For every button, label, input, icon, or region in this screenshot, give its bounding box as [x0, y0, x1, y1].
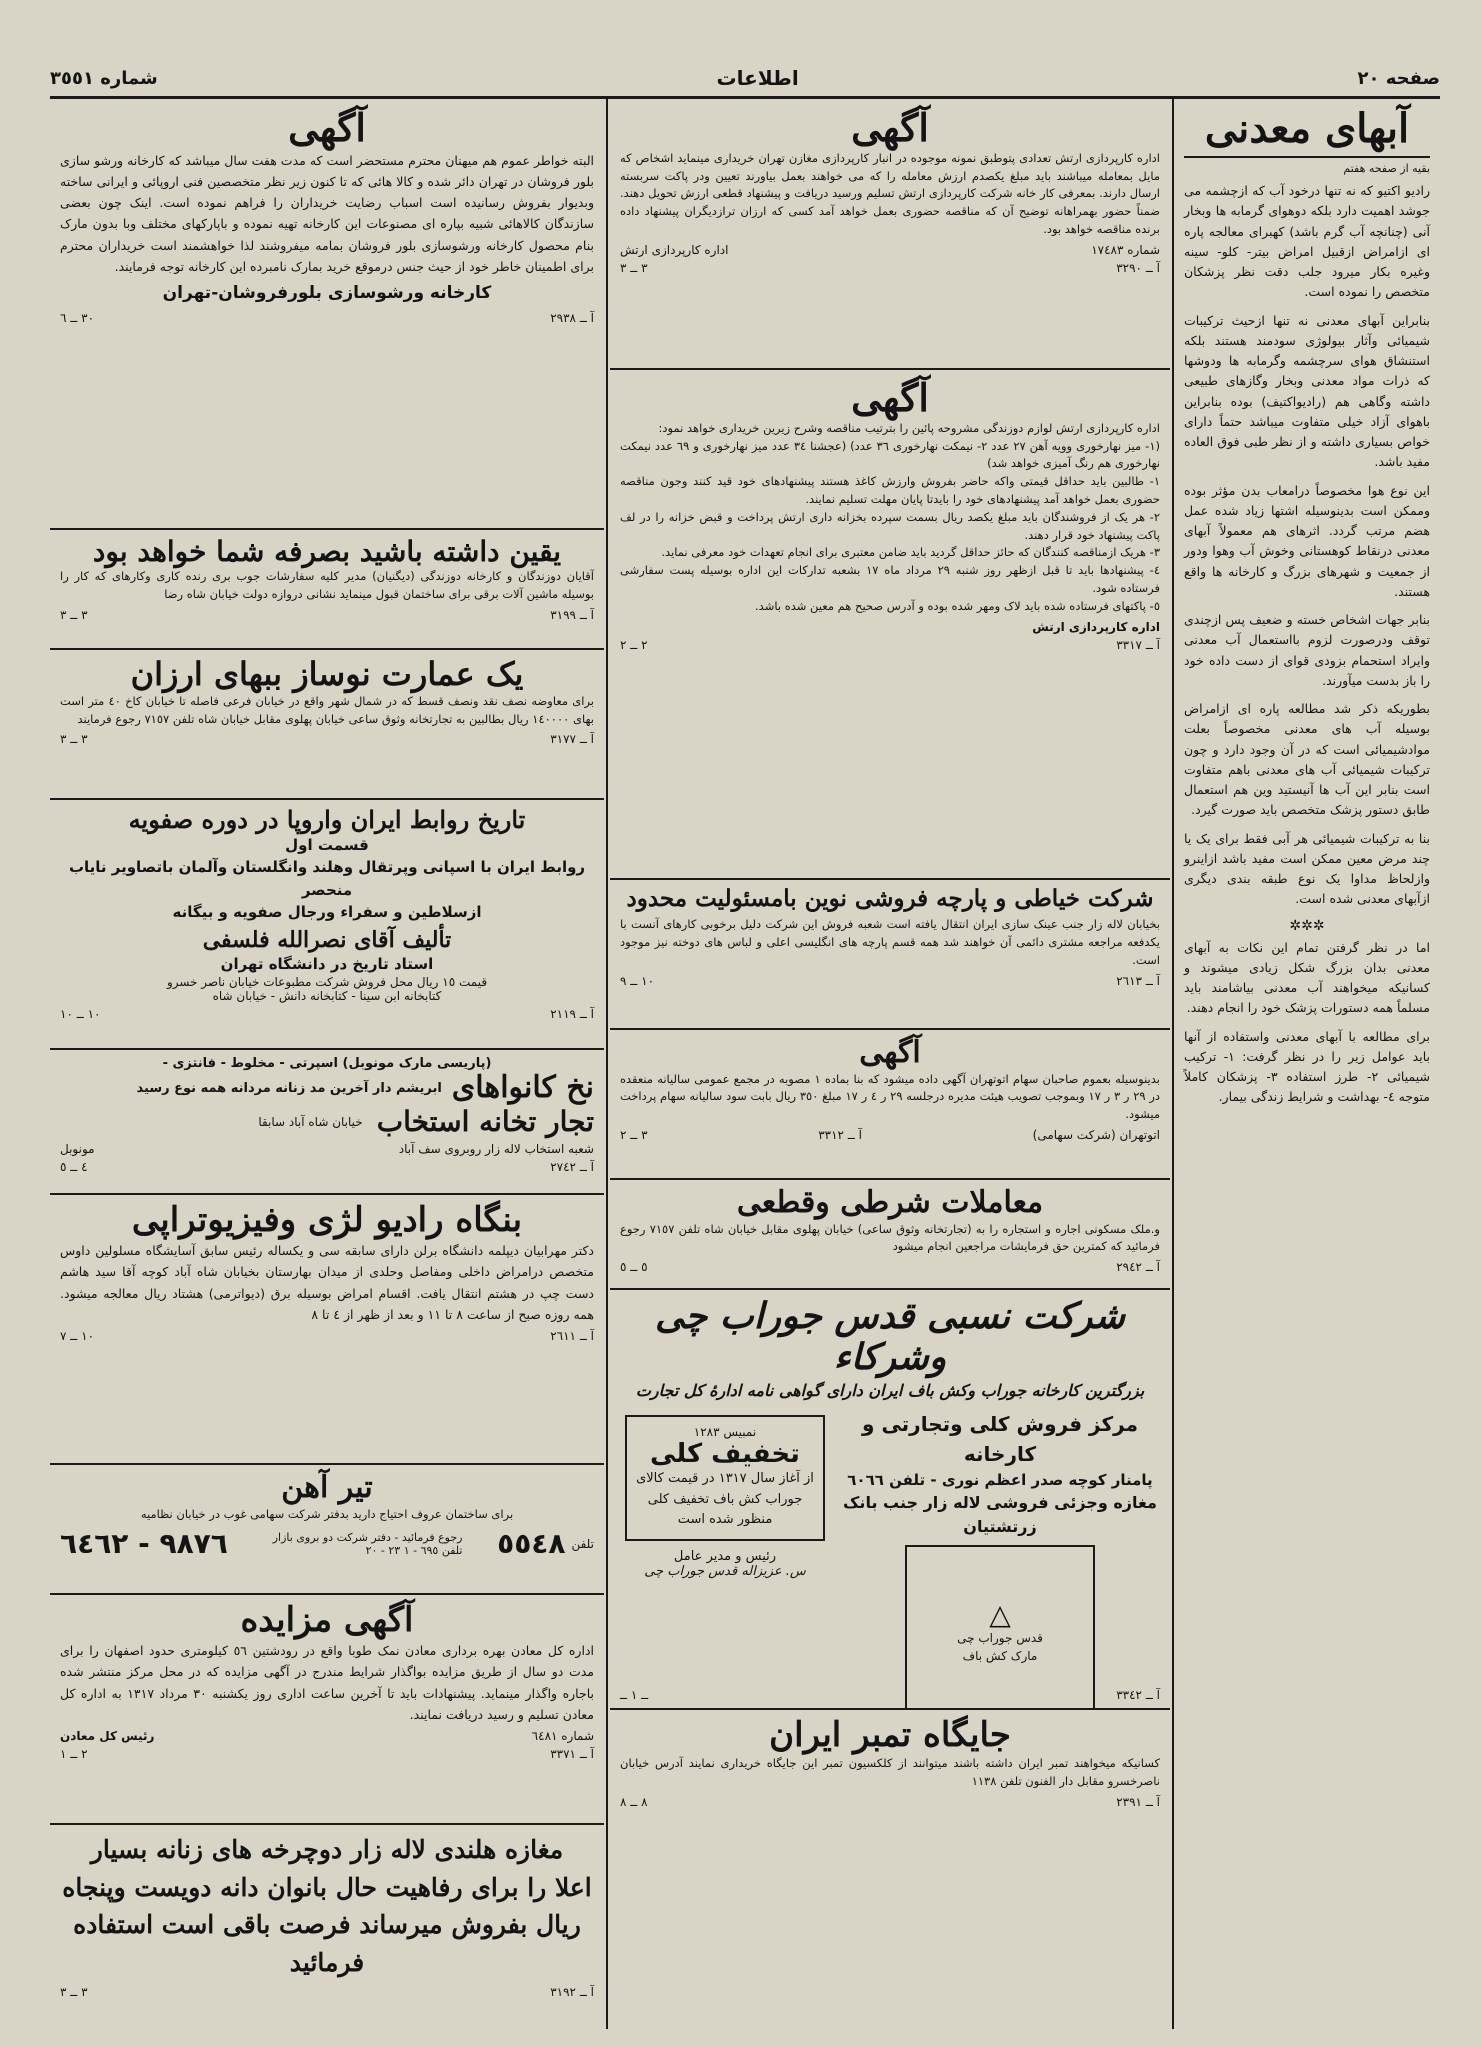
- mineral-waters-article: [1176, 100, 1438, 1122]
- ad-text: آقایان دوزندگان و کارخانه دوزندگی (دیگنیان) مدیر کلیه سفارشات جوب بری رنده کاری وکارهای که کار را بوسیله ماشین آلات برقی برای ساختمان قبول مینماید نشانی دروازه دولت خیابان شاه رضا: [60, 569, 594, 601]
- tailoring-company-ad: [610, 880, 1170, 1030]
- ad-run: ٢ ــ ٢: [620, 637, 648, 652]
- quds-sock-company-ad: [610, 1290, 1170, 1710]
- ad-code: آ ــ ٢٧٤٢: [550, 1159, 594, 1174]
- ad-text: و.ملک مسکونی اجاره و استجاره را به (تجارتخانه وثوق ساعی) خیابان پهلوی مقابل خیابان شاه تلفن ٧١٥٧ رجوع فرمائید که کمترین حق فرمایشات مراجعین انجام میشود: [620, 1221, 1160, 1254]
- shop-address: خیابان شاه آباد سابقا: [258, 1114, 363, 1129]
- section-ornament: ✲✲✲: [1289, 917, 1325, 934]
- stamp-shop-ad: [610, 1710, 1170, 1820]
- ad-title: معاملات شرطی وقطعی: [736, 1185, 1044, 1220]
- ad-code: آ ــ ٣٣١٧: [1116, 637, 1160, 652]
- ad-text: برای معاوضه نصف نقد ونصف قسط که در شمال شهر واقع در خیابان فرعی فاصله تا خیابان کاخ ٤٠ متر است بهای ١٤٠٠٠٠ ریال بطالبین به تجارتخانه وثوق ساعی خیابان پهلوی مقابل خیابان شاه تلفن ٧١٥٧ رجوع فرمایند: [60, 693, 594, 726]
- discount-box: [625, 1415, 825, 1541]
- ad-run: ٣ ــ ٣: [60, 1985, 88, 1999]
- ad-code: آ ــ ٢٦١٣: [1116, 973, 1160, 988]
- ad-run: ٣ ــ ٣: [620, 260, 648, 275]
- signature-name: س. عزیزاله قدس جوراب چی: [644, 1564, 806, 1580]
- phone-numbers: ٩٨٧٦ - ٦٤٦٢: [60, 1527, 228, 1561]
- ad-title: آگهی: [288, 105, 366, 150]
- ad-item: ١- طالبین باید حداقل قیمتی واکه حاضر بفروش وارزش کاغذ هستند پیشنهادهای خود قید کنند وجون مناقصه حضوری بعمل خواهد آمد پیشنهادهای خود را بایدتا پایان مهلت تسلیم نمایند.: [620, 474, 1160, 506]
- ad-code: آ ــ ٣٣١٢: [818, 1127, 862, 1142]
- ad-text: برای ساختمان عروف احتیاج دارید بدفتر شرکت سهامی غوب در خیابان نظامیه: [140, 1506, 514, 1521]
- middle-column: [610, 100, 1170, 2030]
- ad-code: آ ــ ٣٣٧١: [550, 1747, 594, 1762]
- ad-title: تاریخ روابط ایران واروپا در دوره صفویه: [128, 805, 526, 834]
- ad-intro: اداره کارپردازی ارتش لوازم دوزندگی مشروحه پائین را بترتیب مناقصه وشرح زیرین خریداری خواهد نمود:: [658, 420, 1160, 435]
- article-paragraph: بطوریکه ذکر شد مطالعه پاره ای ازامراض بوسیله آب های معدنی مخصوصاً بعلت موادشیمیائی است که در آن وجود دارد و چون ترکیبات شیمیائی آب های معدنی باهم متفاوت است بنابر این آب ها آنیستید وین هم استعمال طابق دستور پزشک متخصص باید صورت گیرد.: [1184, 701, 1430, 818]
- ad-line: مغازه وجزئی فروشی لاله زار جنب بانک زرتشتیان: [843, 1493, 1157, 1537]
- article-paragraph: اما در نظر گرفتن تمام این نکات به آبهای معدنی بدان بزرگ شکل زیادی میشوند و کسانیکه میخواهند آب معدنی بیاشامند باید مسلماً همه دستورات پزشک خود را انجام دهند.: [1184, 939, 1430, 1016]
- carpentry-ad: [50, 530, 604, 650]
- ad-ref: شماره ١٧٤٨٣: [1091, 242, 1160, 257]
- ad-title: آگهی مزایده: [240, 1600, 414, 1640]
- auction-ad: [50, 1595, 604, 1825]
- ad-run: ١٠ ــ ٧: [60, 1329, 95, 1344]
- ad-line: مرکز فروش کلی وتجارتی و کارخانه: [862, 1411, 1138, 1466]
- ad-title: یک عمارت نوساز ببهای ارزان: [130, 655, 524, 693]
- ad-org: اداره کارپردازی ارتش: [1032, 619, 1160, 634]
- book-stores: کتابخانه ابن سینا - کتابخانه دانش - خیابان شاه: [212, 989, 442, 1004]
- ad-run: ٢ ــ ١: [60, 1747, 88, 1762]
- column-divider-2: [606, 99, 608, 2029]
- ad-line: پامنار کوچه صدر اعظم نوری - تلفن ٦٠٦٦: [847, 1470, 1153, 1489]
- ad-text: بدینوسیله بعموم صاحبان سهام اتوتهران آگهی داده میشود که بنا بماده ١ مصوبه در مجمع عمومی سالیانه منعقده در ٢٩ ر ٣ ر ١٧ وبموجب تصویب هیئت مدیره درجلسه ٢٩ ر ٤ ر ١٧ مبلغ ٣٥٠ ریال بابت سود سالیانه سهام پرداخت میشود.: [620, 1071, 1160, 1122]
- ad-tag: (پاریسی مارک مونوبل) اسپرتی - مخلوط - فانتزی -: [162, 1056, 492, 1071]
- ad-text: بخیابان لاله زار جنب عینک سازی ایران انتقال یافته است شعبه فروش این شرکت دلیل برخوبی کارهای آنست با یکدفعه مراجعه مشتری دائمی آن خواهند شد همه قسم پارچه های انگلیسی اعلی و لباس های دوخته نیز موجود است.: [620, 917, 1160, 968]
- article-paragraph: بنا به ترکیبات شیمیائی هر آبی فقط برای یک یا چند مرض معین ممکن است مفید باشد ازاینرو وازلحاظ مداوا یک نوع طبقه بندی دیگری ازآبهای معدنی شده است.: [1184, 830, 1430, 907]
- ad-code: آ ــ ٢٩٣٨: [550, 310, 594, 325]
- ad-signature: رئیس کل معادن: [60, 1729, 155, 1744]
- auto-tehran-ad: [610, 1030, 1170, 1180]
- ad-code: آ ــ ٢٦١١: [550, 1329, 594, 1344]
- conditional-trade-ad: [610, 1180, 1170, 1290]
- book-part: قسمت اول: [285, 835, 369, 854]
- book-price: قیمت ١٥ ریال محل فروش شرکت مطبوعات خیابان ناصر خسرو: [166, 975, 488, 990]
- history-book-ad: [50, 800, 604, 1050]
- ad-title: تیر آهن: [281, 1470, 373, 1505]
- shop-branch: شعبه استخاب لاله زار روبروی سف آباد: [398, 1141, 594, 1156]
- iron-beam-ad: [50, 1465, 604, 1595]
- radiology-clinic-ad: [50, 1195, 604, 1465]
- ad-org: اتوتهران (شرکت سهامی): [1032, 1127, 1160, 1142]
- ad-run: ١٠ ــ ٩: [620, 973, 655, 988]
- right-column: [1176, 100, 1438, 2030]
- ad-item: (١- میز نهارخوری وویه آهن ٢٧ عدد ٢- نیمکت نهارخوری ٣٦ عدد) (عجشنا ٣٤ عدد میز نهارخوری و ٦٩ عدد نیمکت نهارخوری هم رنگ آمیزی خواهد شد): [620, 438, 1160, 471]
- brand-name: مونوبل: [60, 1141, 95, 1156]
- signature-label: رئیس و مدیر عامل: [673, 1549, 777, 1565]
- ad-run: ٣٠ ــ ٦: [60, 310, 95, 325]
- shop-name: تجار تخانه استخاب: [376, 1104, 594, 1138]
- company-seal: △ قدس جوراب چی مارک کش باف: [905, 1545, 1095, 1710]
- book-author: تألیف آقای نصرالله فلسفی: [202, 926, 452, 953]
- ad-text: اداره کل معادن بهره برداری معادن نمک طوبا واقع در رودشتین ٥٦ کیلومتری حدود اصفهان را برای مدت دو سال از طریق مزایده بواگذار شرایط مندرج در آگهی مزایده که در محل مرکز منتشر شده باجاره واگذار مینماید. پیشنهادات باید تا آخرین ساعت اداری روز یکشنبه ٣٠ مرداد ١٣١٧ به اداره کل معادن تسلیم و رسید دریافت نمایند.: [60, 1643, 594, 1722]
- ad-text: اداره کارپردازی ارتش تعدادی پتوطبق نمونه موجوده در انبار کارپردازی مغازن تهران خریداری مینماید اشخاص که مایل بمعامله میباشند باید مبلغ یکصدم ارزش معامله را که می خواهند بعمل بیاورند تعیین ودر پاکت سربسته ارسال دارند. بمعرفی کار خانه شرکت کارپردازی ارتش تسلیم ورسید دریافت و پیشنهاد قطعی ارزش تحویل دهند. ضمناً حضور بهمراهانه توضیح آن که مناقصه حضوری بعمل خواهد آمد کسی که ارزان ترازدیگران پیشنهاد داده برنده مناقصه خواهد بود.: [620, 150, 1160, 236]
- ad-signature: کارخانه ورشوسازی بلورفروشان-تهران: [162, 283, 492, 304]
- ad-title: نخ کانواهای: [451, 1070, 594, 1105]
- ad-subtitle: بزرگترین کارخانه جوراب وکش باف ایران دارای گواهی نامه ادارهٔ کل تجارت: [635, 1380, 1145, 1400]
- article-paragraph: این نوع هوا مخصوصاً درامعاب بدن مؤثر بوده وممکن است بدینوسیله اشتها زیاد شده عمل هضم مرتب گردد. اثرهای هم معمولاً آبهای معدنی درنقاط کوهستانی وخوش آب وهوا ودور از جمعیت و شهرهای بزرگ و کارخانه ها واقع هستند.: [1184, 482, 1430, 599]
- article-paragraph: برای مطالعه با آبهای معدنی واستفاده از آنها باید عوامل زیر را در نظر گرفت: ١- ترکیب شیمیائی ٢- طرز استفاده ٣- پزشکان کاملاً متوجه ٤- بهداشت و شرایط زندگی بیمار.: [1184, 1028, 1430, 1105]
- ad-run: ٣ ــ ٢: [620, 1127, 648, 1142]
- page-header: [50, 60, 1440, 96]
- article-title: آبهای معدنی: [1184, 106, 1430, 158]
- building-sale-ad: [50, 650, 604, 800]
- ad-code: آ ــ ٣١٩٩: [550, 607, 594, 622]
- ad-run: ٣ ــ ٣: [60, 607, 88, 622]
- ad-subtitle: ابریشم دار آخرین مد زنانه مردانه همه نوع رسید: [136, 1080, 442, 1096]
- army-procurement-ad-1: [610, 100, 1170, 370]
- newspaper-name: اطلاعات: [716, 66, 799, 90]
- ad-line: اعلا را برای رفاهیت حال بانوان دانه دویست وپنجاه: [62, 1872, 592, 1902]
- ad-title: شرکت خیاطی و پارچه فروشی نوین بامسئولیت محدود: [626, 885, 1154, 912]
- article-paragraph: بنابراین آبهای معدنی نه تنها ازحیث ترکیبات شیمیائی وآثار بیولوژی سودمند هستند بلکه استنشاق هوای سرچشمه وگرمابه ها ودوشها که ذرات مواد معدنی وبخار وگازهای طبیعی داشته وگاهی هم (رادیواکتیف) بوده بنابراین باهوای آزاد خیلی متفاوت میباشد حتماً دارای خواص بسیاری داشته و از نظر طبی فوق العاده مفید باشد.: [1184, 312, 1430, 470]
- ad-code: آ ــ ٣١٩٢: [550, 1985, 594, 1999]
- ad-line: مغازه هلندی لاله زار دوچرخه های زنانه بسیار: [90, 1835, 564, 1864]
- issue-number: شماره ٣٥٥١: [50, 67, 158, 89]
- ad-ref: شماره ٦٤٨١: [531, 1729, 594, 1744]
- ad-item: ٣- هریک ازمناقصه کنندگان که حائز حداقل گردید باید ضامن معتبری برای انجام تعهدات خود معرفی نماید.: [661, 545, 1160, 560]
- header-rule: [50, 96, 1440, 99]
- ad-run: ٤ ــ ٥: [60, 1159, 88, 1174]
- ad-code: آ ــ ٢١١٩: [550, 1007, 594, 1022]
- ad-title: یقین داشته باشید بصرفه شما خواهد بود: [92, 535, 562, 568]
- seal-text: قدس جوراب چی: [957, 1630, 1043, 1645]
- ad-item: ٤- پیشنهادها باید تا قبل ازظهر روز شنبه ٢٩ مرداد ماه ١٧ بشعبه تدارکات این اداره بوسیله پست سفارشی فرستاده شود.: [620, 563, 1160, 595]
- ad-org: اداره کارپردازی ارتش: [620, 242, 729, 257]
- article-subtitle: بقیه از صفحه هفتم: [1343, 162, 1430, 175]
- article-paragraph: بنابر جهات اشخاص خسته و ضعیف پس ازچندی توقف ودرصورت لزوم بااستعمال آب معدنی وایراد استحمام بزودی قوای از دست داده خود را باز بدست میآورند.: [1184, 612, 1430, 688]
- ad-item: ٥- پاکتهای فرستاده شده باید لاک ومهر شده بوده و آدرس صحیح هم معین شده باشد.: [755, 598, 1160, 613]
- bicycle-shop-ad: [50, 1825, 604, 2005]
- column-divider-1: [1172, 99, 1174, 2029]
- crystal-factory-ad: [50, 100, 604, 530]
- author-title: استاد تاریخ در دانشگاه تهران: [220, 954, 434, 973]
- ad-text: دکتر مهرابیان دیپلمه دانشگاه برلن دارای سابقه سی و یکساله رئیس سابق آسایشگاه مسلولین داوس متخصص درامراض داخلی ومفاصل وحلدی از میدان بهارستان بخیابان شاه آباد کوچه آقا سید هاشم دست چپ در هشتم انتقال یافت. اقسام امراض بوسیله برق (دیواترمی) هشتاد ریال معالجه میشود. همه روزه صبح از ساعت ٨ تا ١١ و بعد از ظهر از ٤ تا ٨: [60, 1243, 594, 1322]
- ad-title: شرکت نسبی قدس جوراب چی وشرکاء: [654, 1295, 1126, 1379]
- left-column: [50, 100, 604, 2030]
- ad-run: ١٠ ــ ١٠: [60, 1007, 101, 1022]
- ad-run: ٨ ــ ٨: [620, 1794, 648, 1809]
- ad-run: ــ ١ ــ: [620, 1688, 649, 1702]
- ad-title: آگهی: [851, 105, 929, 150]
- ad-text: کسانیکه میخواهند تمبر ایران داشته باشند میتوانند از کلکسیون تمبر این جایگاه خریداری نمایند آدرس خیابان ناصرخسرو مقابل دار الفنون تلفن ١١٣٨: [620, 1756, 1160, 1788]
- ad-title: جایگاه تمبر ایران: [769, 1715, 1011, 1755]
- thread-shop-ad: [50, 1050, 604, 1195]
- brand-label: مارک کش باف: [962, 1648, 1038, 1663]
- ad-text: البته خواطر عموم هم میهنان محترم مستحضر است که مدت هفت سال میباشد که کارخانه ورشو سازی بلور فروشان در تهران دائر شده و کالا هائی که تا کنون زیر نظر متخصصین فنی اروپائی و ایرانی ساخته وبدیوار بفروش رسانیده است اسباب رضایت خریداران را فراهم نموده است. اینک چون بعضی سازندگان کالاهائی شبیه بپاره ای مصنوعات این کارخانه تهیه نموده و باپارکهای مختلف وبا بدون مارک بنام محصول کارخانه ورشوسازی بلور فروشان بمامه میفروشند لذا خواهشمند است خریداران محترم برای اطمینان خاطر خود از حیث جنس درموقع خرید بمارک نامبرده این کارخانه توجه فرمایند.: [60, 152, 594, 274]
- ad-title: بنگاه رادیو لژی وفیزیوتراپی: [131, 1200, 523, 1240]
- ad-code: آ ــ ٢٩٤٢: [1116, 1260, 1160, 1275]
- ad-code: آ ــ ٣٣٤٢: [1116, 1688, 1160, 1702]
- ad-code: آ ــ ٣١٧٧: [550, 732, 594, 747]
- phone-number: ٥٥٤٨: [497, 1527, 566, 1561]
- ad-small-text: رجوع فرمائید - دفتر شرکت دو بروی بازار تلفن ٦٩٥ - ١ ٢٣ - ٢٠: [272, 1530, 463, 1557]
- ad-code: آ ــ ٢٣٩١: [1116, 1794, 1160, 1809]
- book-desc: روابط ایران با اسپانی وپرتقال وهلند وانگلستان وآلمان باتصاویر نایاب منحصر: [68, 858, 586, 899]
- ad-title: آگهی: [859, 1035, 921, 1070]
- box-text: از آغاز سال ١٣١٧ در قیمت کالای جوراب کش باف تخفیف کلی منظور شده است: [636, 1470, 814, 1528]
- ad-title: آگهی: [851, 375, 929, 420]
- ad-line: ریال بفروش میرساند فرصت باقی است استفاده فرمائید: [73, 1910, 581, 1977]
- ad-item: ٢- هر یک از فروشندگان باید مبلغ یکصد ریال بسمت سپرده بخزانه داری ارتش پرداخت و قبض خزانه را در لف پاکت پیشنهاد خود قرار دهند.: [620, 509, 1160, 542]
- article-paragraph: رادیو اکتیو که نه تنها درخود آب که ازچشمه می جوشد اهمیت دارد بلکه دوهوای گرمابه ها وبخار آنی (چنانچه آب گرم باشد) کهبرای معالجه پاره ای ازامراض ازقبیل امراض بیتر- کلو- سینه وغیره بکار میرود جلب دقت نظر پزشکان متخصص را نموده است.: [1184, 183, 1430, 300]
- phone-label: تلفن: [571, 1536, 594, 1551]
- ad-run: ٣ ــ ٣: [60, 732, 88, 747]
- ad-run: ٥ ــ ٥: [620, 1260, 648, 1275]
- army-procurement-ad-2: [610, 370, 1170, 880]
- box-top: نمبیس ١٢٨٣: [693, 1424, 757, 1439]
- box-title: تخفیف کلی: [650, 1438, 800, 1469]
- ad-code: آ ــ ٣٢٩٠: [1116, 260, 1160, 275]
- page-number: صفحه ٢٠: [1357, 67, 1440, 89]
- book-desc: ازسلاطین و سفراء ورجال صفویه و بیگانه: [172, 903, 482, 922]
